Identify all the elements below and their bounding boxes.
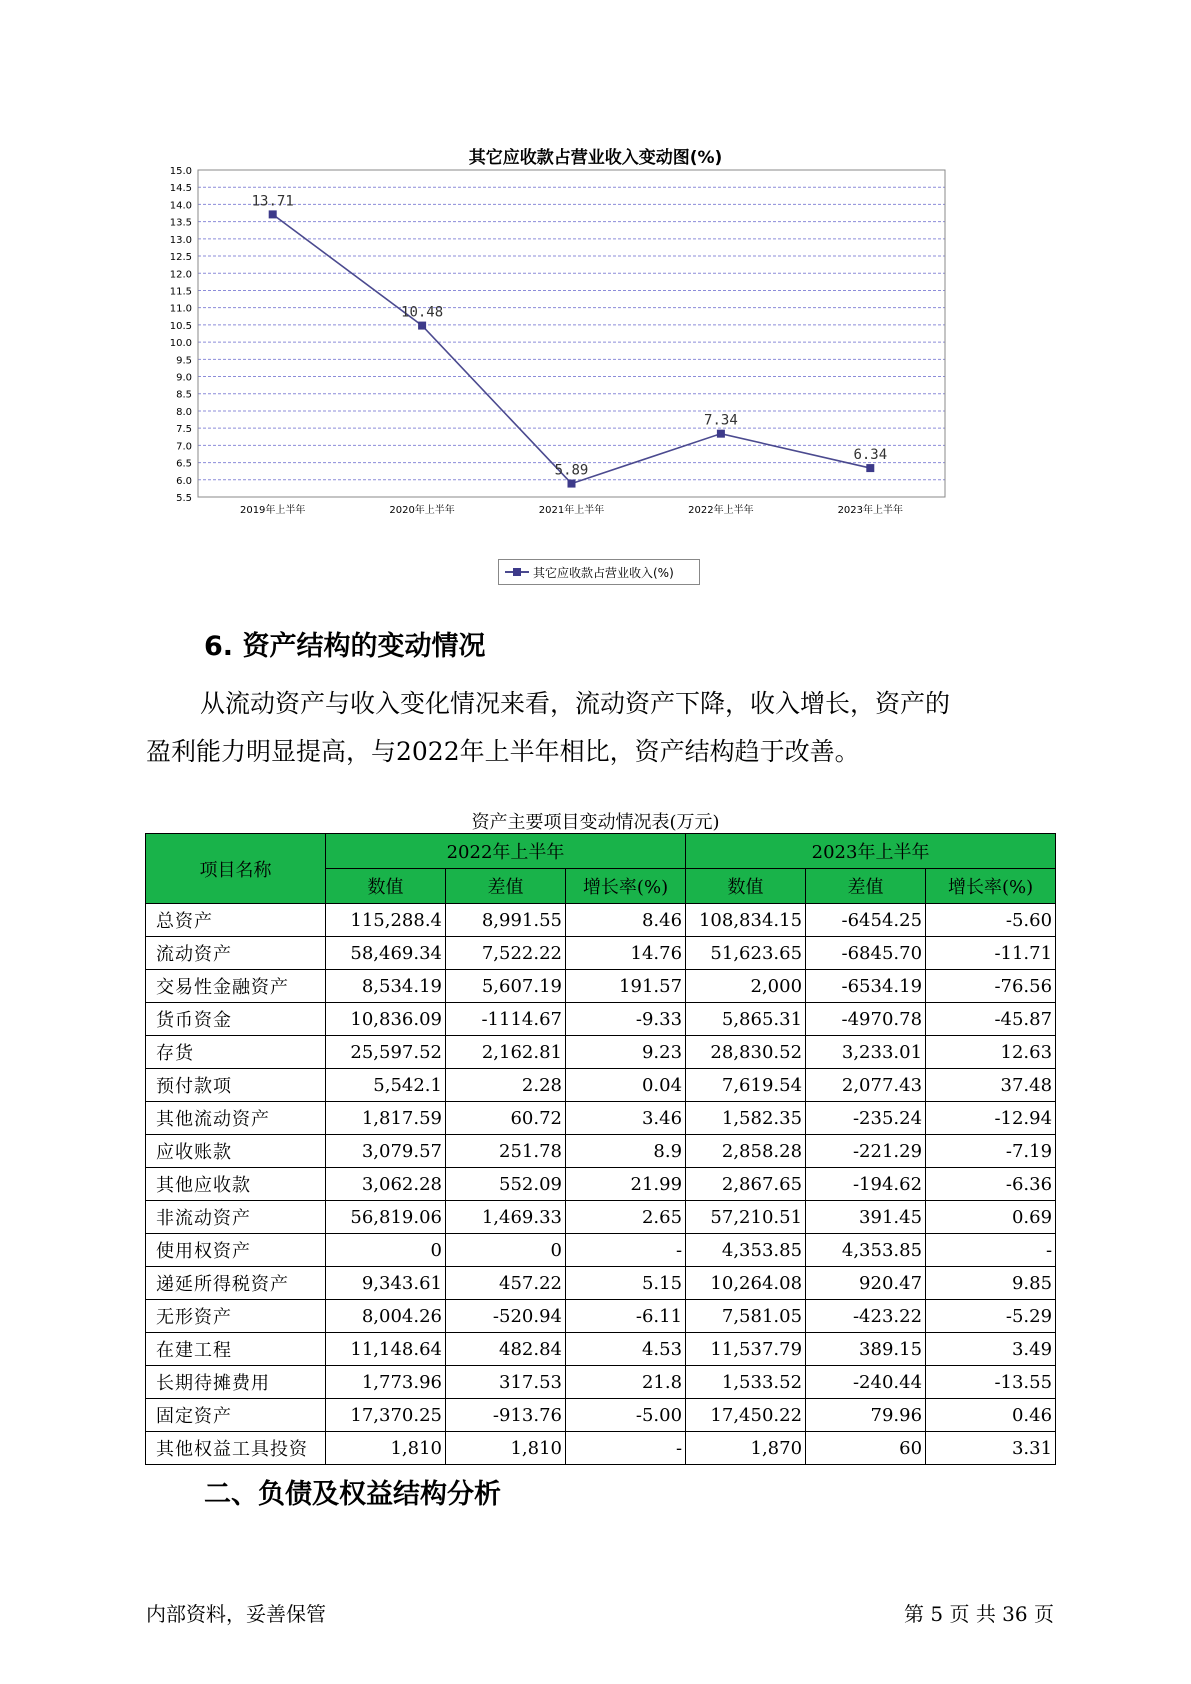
table-cell: 1,870 <box>686 1432 806 1465</box>
table-cell: 8,991.55 <box>446 904 566 937</box>
row-label: 流动资产 <box>146 937 326 970</box>
table-cell: -5.00 <box>566 1399 686 1432</box>
table-cell: 2.65 <box>566 1201 686 1234</box>
line-chart <box>160 166 960 556</box>
chart-title: 其它应收款占营业收入变动图(%) <box>468 148 723 168</box>
header-diff-2022: 差值 <box>446 869 566 904</box>
table-cell: -240.44 <box>806 1366 926 1399</box>
table-cell: 21.99 <box>566 1168 686 1201</box>
table-cell: 8.9 <box>566 1135 686 1168</box>
y-tick-label: 13.0 <box>169 234 192 246</box>
table-row <box>146 1102 1056 1135</box>
legend-series-label: 其它应收款占营业收入(%) <box>533 565 674 580</box>
data-point <box>269 210 277 218</box>
row-label: 在建工程 <box>146 1333 326 1366</box>
table-cell: 10,264.08 <box>686 1267 806 1300</box>
table-cell: 251.78 <box>446 1135 566 1168</box>
table-cell: 8.46 <box>566 904 686 937</box>
table-cell: 58,469.34 <box>326 937 446 970</box>
table-cell: 11,148.64 <box>326 1333 446 1366</box>
table-cell: 317.53 <box>446 1366 566 1399</box>
y-tick-label: 6.5 <box>176 458 192 470</box>
table-cell: 1,582.35 <box>686 1102 806 1135</box>
table-cell: 3.49 <box>926 1333 1056 1366</box>
header-value-2023: 数值 <box>686 869 806 904</box>
x-tick-label: 2021年上半年 <box>538 505 605 516</box>
table-cell: 21.8 <box>566 1366 686 1399</box>
table-cell: -5.29 <box>926 1300 1056 1333</box>
table-row <box>146 1201 1056 1234</box>
chart-legend <box>498 559 700 585</box>
table-cell: -1114.67 <box>446 1003 566 1036</box>
table-cell: 5,607.19 <box>446 970 566 1003</box>
data-point <box>418 322 426 330</box>
table-cell: 0.46 <box>926 1399 1056 1432</box>
y-tick-label: 6.0 <box>176 475 192 487</box>
table-cell: 191.57 <box>566 970 686 1003</box>
row-label: 应收账款 <box>146 1135 326 1168</box>
legend-series-marker <box>505 567 529 577</box>
table-cell: 2.28 <box>446 1069 566 1102</box>
x-tick-label: 2019年上半年 <box>239 505 306 516</box>
table-cell: -13.55 <box>926 1366 1056 1399</box>
table-cell: -194.62 <box>806 1168 926 1201</box>
table-row <box>146 1432 1056 1465</box>
header-item-name: 项目名称 <box>146 834 326 904</box>
data-label: 5.89 <box>554 462 589 479</box>
table-cell: -11.71 <box>926 937 1056 970</box>
table-cell: 108,834.15 <box>686 904 806 937</box>
row-label: 非流动资产 <box>146 1201 326 1234</box>
footer-page-number: 第 5 页 共 36 页 <box>904 1602 1054 1626</box>
table-cell: 1,773.96 <box>326 1366 446 1399</box>
table-cell: -76.56 <box>926 970 1056 1003</box>
table-cell: 9,343.61 <box>326 1267 446 1300</box>
table-cell: 11,537.79 <box>686 1333 806 1366</box>
table-cell: 4,353.85 <box>686 1234 806 1267</box>
row-label: 存货 <box>146 1036 326 1069</box>
table-cell: -12.94 <box>926 1102 1056 1135</box>
data-label: 13.71 <box>251 193 294 210</box>
header-period-2022: 2022年上半年 <box>326 834 686 869</box>
y-tick-label: 7.0 <box>176 441 192 453</box>
data-point <box>717 430 725 438</box>
table-cell: 5.15 <box>566 1267 686 1300</box>
table-cell: 14.76 <box>566 937 686 970</box>
table-cell: 7,619.54 <box>686 1069 806 1102</box>
table-cell: 60.72 <box>446 1102 566 1135</box>
y-tick-label: 10.5 <box>169 320 192 332</box>
table-cell: -4970.78 <box>806 1003 926 1036</box>
table-title: 资产主要项目变动情况表(万元) <box>471 812 720 833</box>
row-label: 货币资金 <box>146 1003 326 1036</box>
header-value-2022: 数值 <box>326 869 446 904</box>
row-label: 无形资产 <box>146 1300 326 1333</box>
table-cell: 482.84 <box>446 1333 566 1366</box>
table-cell: 7,581.05 <box>686 1300 806 1333</box>
section-2-heading: 二、负债及权益结构分析 <box>204 1479 501 1510</box>
table-cell: 56,819.06 <box>326 1201 446 1234</box>
table-cell: 5,865.31 <box>686 1003 806 1036</box>
table-cell: - <box>566 1432 686 1465</box>
row-label: 递延所得税资产 <box>146 1267 326 1300</box>
table-row <box>146 1036 1056 1069</box>
table-cell: -423.22 <box>806 1300 926 1333</box>
table-cell: 1,533.52 <box>686 1366 806 1399</box>
y-tick-label: 15.0 <box>169 166 192 177</box>
table-cell: 3,062.28 <box>326 1168 446 1201</box>
data-label: 7.34 <box>704 412 738 429</box>
header-rate-2023: 增长率(%) <box>926 869 1056 904</box>
data-point <box>568 480 576 488</box>
row-label: 长期待摊费用 <box>146 1366 326 1399</box>
table-cell: 115,288.4 <box>326 904 446 937</box>
table-cell: 12.63 <box>926 1036 1056 1069</box>
table-cell: 7,522.22 <box>446 937 566 970</box>
table-cell: 3.46 <box>566 1102 686 1135</box>
table-cell: 1,810 <box>326 1432 446 1465</box>
table-row <box>146 1267 1056 1300</box>
table-cell: 4.53 <box>566 1333 686 1366</box>
table-cell: 1,817.59 <box>326 1102 446 1135</box>
table-row <box>146 1234 1056 1267</box>
table-row <box>146 970 1056 1003</box>
row-label: 使用权资产 <box>146 1234 326 1267</box>
row-label: 其他权益工具投资 <box>146 1432 326 1465</box>
y-tick-label: 11.0 <box>169 303 192 315</box>
series-line <box>273 214 871 483</box>
table-cell: 2,858.28 <box>686 1135 806 1168</box>
table-cell: -6454.25 <box>806 904 926 937</box>
table-cell: 37.48 <box>926 1069 1056 1102</box>
table-cell: 2,000 <box>686 970 806 1003</box>
table-body <box>146 904 1056 1465</box>
data-label: 10.48 <box>401 304 444 321</box>
data-point <box>866 464 874 472</box>
table-row <box>146 1300 1056 1333</box>
row-label: 固定资产 <box>146 1399 326 1432</box>
table-row <box>146 1399 1056 1432</box>
table-cell: -6.36 <box>926 1168 1056 1201</box>
table-cell: 2,077.43 <box>806 1069 926 1102</box>
y-tick-label: 7.5 <box>176 424 192 436</box>
section-6-heading: 6. 资产结构的变动情况 <box>204 631 486 662</box>
header-diff-2023: 差值 <box>806 869 926 904</box>
row-label: 其他应收款 <box>146 1168 326 1201</box>
table-row <box>146 1168 1056 1201</box>
table-cell: 79.96 <box>806 1399 926 1432</box>
y-tick-label: 9.5 <box>176 355 192 367</box>
table-cell: 60 <box>806 1432 926 1465</box>
y-tick-label: 10.0 <box>169 338 192 350</box>
table-cell: -913.76 <box>446 1399 566 1432</box>
table-cell: 0 <box>326 1234 446 1267</box>
x-tick-label: 2022年上半年 <box>688 505 754 516</box>
y-tick-label: 5.5 <box>176 493 192 504</box>
paragraph-line-1: 从流动资产与收入变化情况来看，流动资产下降，收入增长，资产的 <box>200 689 951 718</box>
table-row <box>146 1069 1056 1102</box>
table-cell: 389.15 <box>806 1333 926 1366</box>
y-tick-label: 12.5 <box>169 252 192 264</box>
table-row <box>146 1003 1056 1036</box>
table-cell: -45.87 <box>926 1003 1056 1036</box>
table-cell: 8,534.19 <box>326 970 446 1003</box>
table-cell: 2,867.65 <box>686 1168 806 1201</box>
section-6-paragraph <box>146 680 1046 776</box>
table-cell: 552.09 <box>446 1168 566 1201</box>
table-cell: 0.69 <box>926 1201 1056 1234</box>
table-row <box>146 1366 1056 1399</box>
table-cell: -6.11 <box>566 1300 686 1333</box>
table-cell: -520.94 <box>446 1300 566 1333</box>
row-label: 其他流动资产 <box>146 1102 326 1135</box>
y-tick-label: 9.0 <box>176 372 192 384</box>
table-row <box>146 1135 1056 1168</box>
table-cell: -9.33 <box>566 1003 686 1036</box>
paragraph-line-2: 盈利能力明显提高，与2022年上半年相比，资产结构趋于改善。 <box>146 737 860 766</box>
data-label: 6.34 <box>853 447 888 464</box>
table-cell: -7.19 <box>926 1135 1056 1168</box>
x-tick-label: 2023年上半年 <box>837 505 904 516</box>
table-cell: 51,623.65 <box>686 937 806 970</box>
table-cell: 4,353.85 <box>806 1234 926 1267</box>
table-cell: -6534.19 <box>806 970 926 1003</box>
table-cell: -5.60 <box>926 904 1056 937</box>
plot-frame <box>198 170 945 497</box>
table-cell: 57,210.51 <box>686 1201 806 1234</box>
footer-confidential: 内部资料，妥善保管 <box>146 1602 326 1626</box>
y-tick-label: 12.0 <box>169 269 192 281</box>
table-cell: 3,079.57 <box>326 1135 446 1168</box>
table-cell: 17,370.25 <box>326 1399 446 1432</box>
row-label: 预付款项 <box>146 1069 326 1102</box>
table-cell: 9.23 <box>566 1036 686 1069</box>
table-cell: 3,233.01 <box>806 1036 926 1069</box>
table-cell: 1,469.33 <box>446 1201 566 1234</box>
table-cell: 5,542.1 <box>326 1069 446 1102</box>
table-cell: - <box>926 1234 1056 1267</box>
row-label: 总资产 <box>146 904 326 937</box>
y-tick-label: 11.5 <box>169 286 192 298</box>
table-cell: 3.31 <box>926 1432 1056 1465</box>
table-cell: -235.24 <box>806 1102 926 1135</box>
x-tick-label: 2020年上半年 <box>389 505 455 516</box>
table-cell: -6845.70 <box>806 937 926 970</box>
table-row <box>146 904 1056 937</box>
table-cell: 391.45 <box>806 1201 926 1234</box>
header-period-2023: 2023年上半年 <box>686 834 1056 869</box>
table-row <box>146 1333 1056 1366</box>
table-cell: -221.29 <box>806 1135 926 1168</box>
table-row <box>146 937 1056 970</box>
table-cell: 8,004.26 <box>326 1300 446 1333</box>
y-tick-label: 8.0 <box>176 406 192 418</box>
table-cell: 0 <box>446 1234 566 1267</box>
table-cell: 28,830.52 <box>686 1036 806 1069</box>
table-cell: 2,162.81 <box>446 1036 566 1069</box>
table-cell: 25,597.52 <box>326 1036 446 1069</box>
asset-table <box>145 833 1056 1465</box>
y-tick-label: 14.5 <box>169 183 192 195</box>
y-tick-label: 14.0 <box>169 200 192 212</box>
y-tick-label: 13.5 <box>169 217 192 229</box>
table-cell: 920.47 <box>806 1267 926 1300</box>
table-cell: 9.85 <box>926 1267 1056 1300</box>
table-cell: 10,836.09 <box>326 1003 446 1036</box>
y-tick-label: 8.5 <box>176 389 192 401</box>
row-label: 交易性金融资产 <box>146 970 326 1003</box>
table-cell: 457.22 <box>446 1267 566 1300</box>
table-cell: 1,810 <box>446 1432 566 1465</box>
table-cell: 0.04 <box>566 1069 686 1102</box>
table-cell: 17,450.22 <box>686 1399 806 1432</box>
table-cell: - <box>566 1234 686 1267</box>
header-rate-2022: 增长率(%) <box>566 869 686 904</box>
